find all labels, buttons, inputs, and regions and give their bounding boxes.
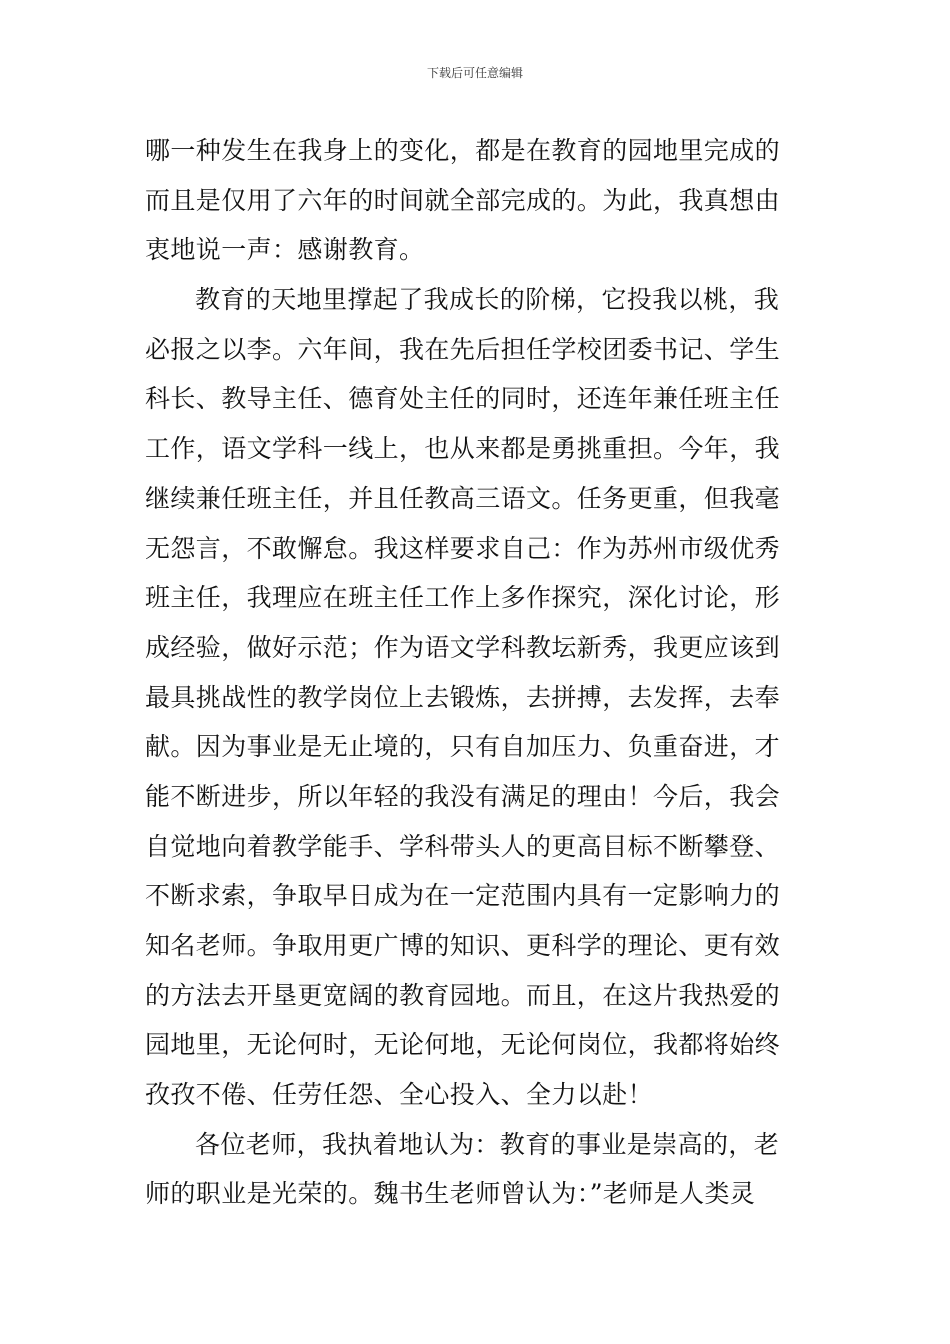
document-body [145,126,809,1219]
text-line: 师的职业是光荣的。魏书生老师曾认为：”老师是人类灵 [145,1179,756,1209]
text-line: 自觉地向着教学能手、学科带头人的更高目标不断攀登、 [145,831,781,861]
text-line: 衷地说一声：感谢教育。 [145,235,425,265]
text-line: 班主任，我理应在班主任工作上多作探究，深化讨论，形 [145,583,781,613]
page-header: 下载后可任意编辑 [426,66,523,80]
text-line: 最具挑战性的教学岗位上去锻炼，去拼搏，去发挥，去奉 [145,682,781,712]
text-line: 而且是仅用了六年的时间就全部完成的。为此，我真想由 [145,185,781,215]
text-line: 成经验，做好示范；作为语文学科教坛新秀，我更应该到 [145,632,781,662]
text-line: 科长、教导主任、德育处主任的同时，还连年兼任班主任 [145,384,781,414]
text-line: 必报之以李。六年间，我在先后担任学校团委书记、学生 [145,334,781,364]
text-line: 知名老师。争取用更广博的知识、更科学的理论、更有效 [145,931,781,960]
text-line: 孜孜不倦、任劳任怨、全心投入、全力以赴！ [145,1080,654,1110]
text-line: 工作，语文学科一线上，也从来都是勇挑重担。今年，我 [145,434,781,464]
text-line: 无怨言，不敢懈怠。我这样要求自己：作为苏州市级优秀 [145,533,781,563]
text-line: 的方法去开垦更宽阔的教育园地。而且，在这片我热爱的 [145,980,781,1010]
text-line: 献。因为事业是无止境的，只有自加压力、负重奋进，才 [145,732,781,762]
text-line: 不断求索，争取早日成为在一定范围内具有一定影响力的 [145,881,781,911]
paragraph-start-line: 教育的天地里撑起了我成长的阶梯，它投我以桃，我 [195,285,780,315]
text-line: 哪一种发生在我身上的变化，都是在教育的园地里完成的 [145,136,781,165]
paragraph-start-line: 各位老师，我执着地认为：教育的事业是崇高的，老 [195,1129,780,1159]
text-line: 继续兼任班主任，并且任教高三语文。任务更重，但我毫 [145,483,781,513]
text-line: 能不断进步，所以年轻的我没有满足的理由！今后，我会 [145,781,781,811]
text-line: 园地里，无论何时，无论何地，无论何岗位，我都将始终 [145,1030,781,1060]
